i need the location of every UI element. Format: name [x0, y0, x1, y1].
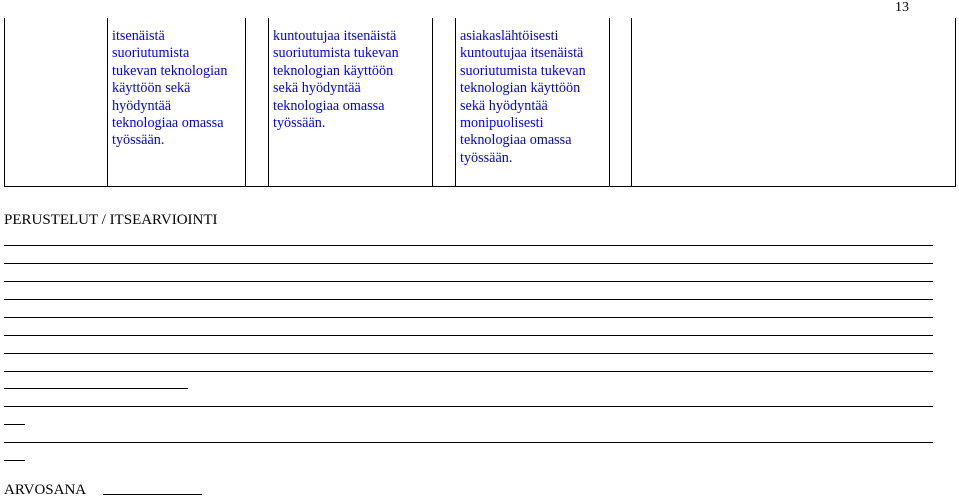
table-divider	[609, 18, 610, 187]
table-divider	[245, 18, 246, 187]
criteria-cell-3: asiakaslähtöisesti kuntoutujaa itsenäistä suoriutumista tukevan teknologian käyttöön sekä hyödyntää monipuolisesti teknologiaa omassa työssään.	[460, 28, 586, 166]
table-divider	[107, 18, 108, 187]
answer-line[interactable]	[4, 245, 933, 246]
answer-line[interactable]	[4, 371, 933, 372]
answer-line[interactable]	[4, 317, 933, 318]
answer-line[interactable]	[4, 442, 933, 443]
answer-line[interactable]	[4, 281, 933, 282]
answer-line-short[interactable]	[4, 460, 25, 461]
criteria-cell-2: kuntoutujaa itsenäistä suoriutumista tukevan teknologian käyttöön sekä hyödyntää teknologiaa omassa työssään.	[273, 28, 399, 132]
section-heading: PERUSTELUT / ITSEARVIOINTI	[4, 212, 218, 228]
grade-label: ARVOSANA	[4, 482, 87, 498]
table-divider	[455, 18, 456, 187]
answer-line[interactable]	[4, 299, 933, 300]
criteria-cell-1: itsenäistä suoriutumista tukevan teknologian käyttöön sekä hyödyntää teknologiaa omassa työssään.	[112, 28, 228, 149]
table-divider	[268, 18, 269, 187]
answer-line[interactable]	[4, 406, 933, 407]
table-divider	[631, 18, 632, 187]
table-border-bottom	[4, 186, 956, 187]
table-border-right	[955, 18, 956, 187]
table-divider	[432, 18, 433, 187]
grade-input-line[interactable]	[103, 494, 202, 495]
answer-line-short[interactable]	[4, 424, 25, 425]
answer-line[interactable]	[4, 353, 933, 354]
answer-line[interactable]	[4, 335, 933, 336]
answer-line[interactable]	[4, 263, 933, 264]
page-number: 13	[895, 0, 909, 15]
table-border-left	[4, 18, 5, 187]
answer-line-short[interactable]	[4, 388, 188, 389]
